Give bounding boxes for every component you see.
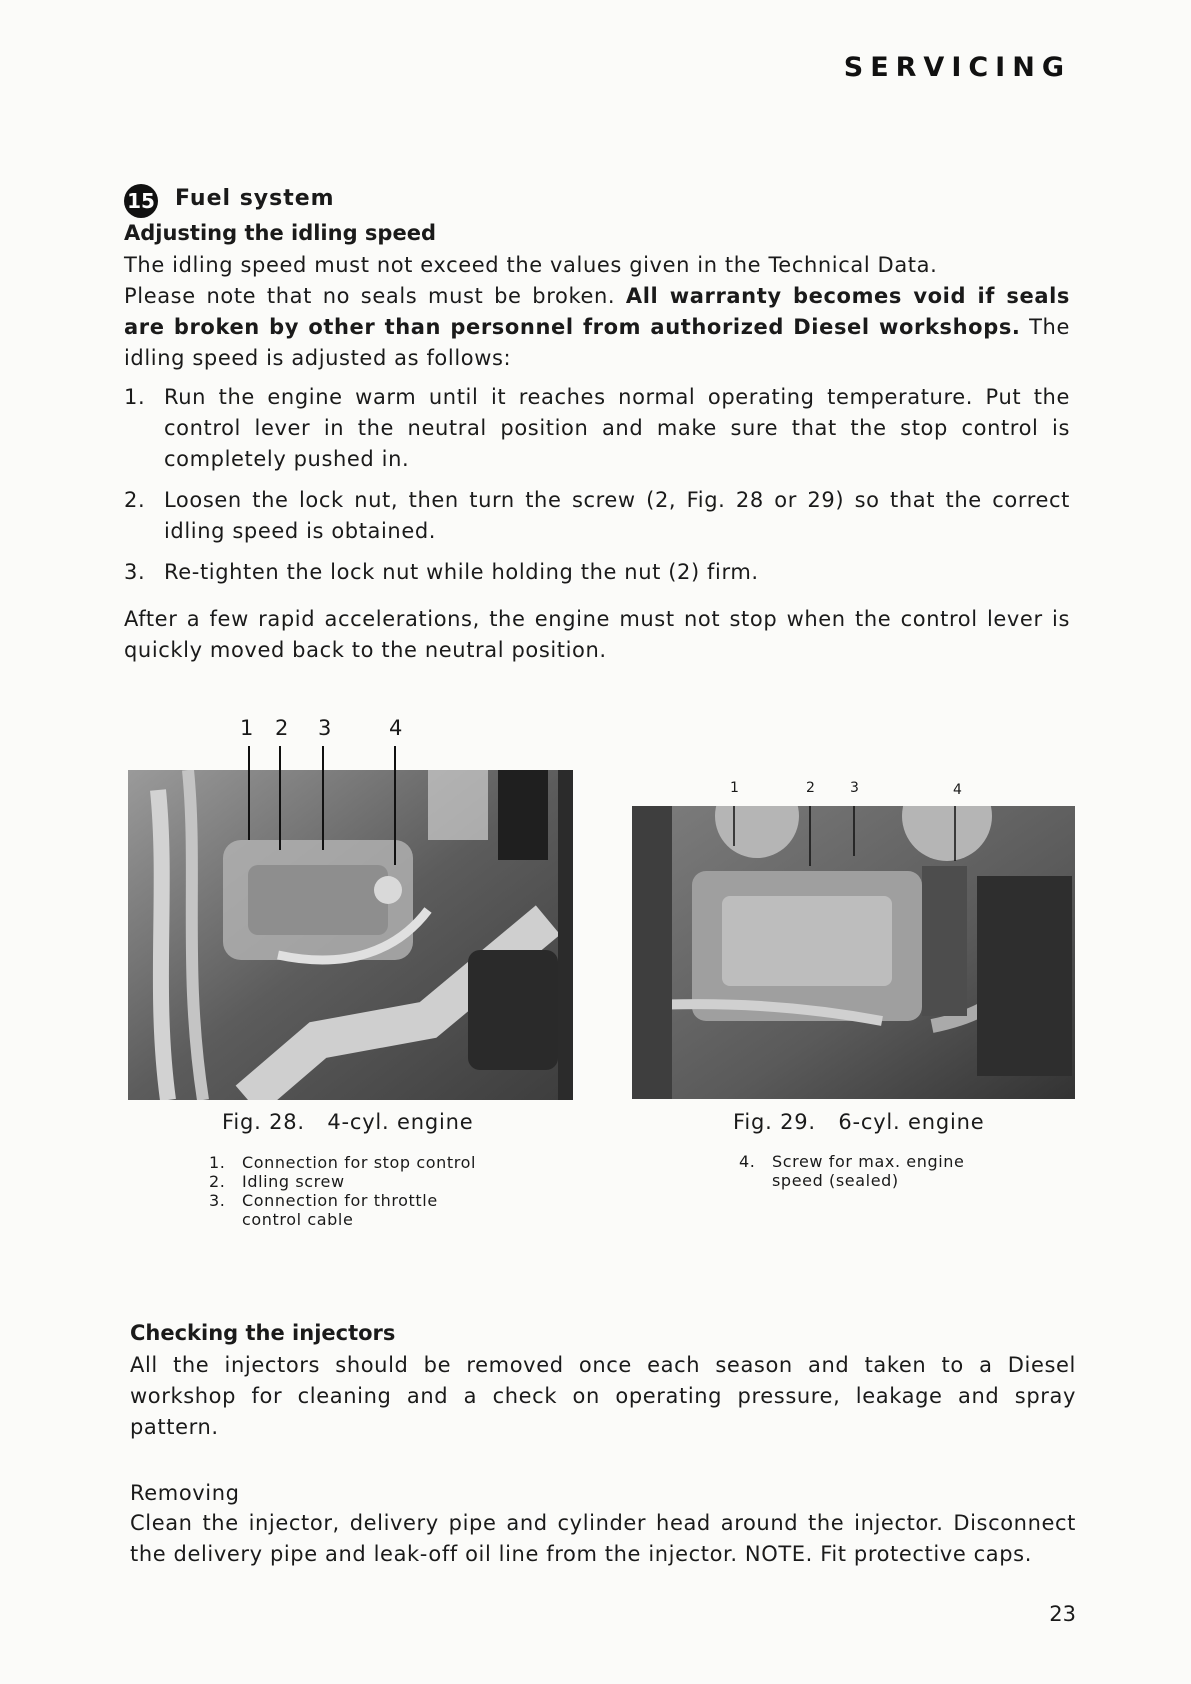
section-title: Fuel system <box>175 186 335 211</box>
fig28-caption <box>222 1110 473 1134</box>
injectors-paragraph-2: Clean the injector, delivery pipe and cylinder head around the injector. Disconnect the delivery pipe and leak-off oil line from the injector. NOTE. Fit protective caps. <box>130 1511 1076 1566</box>
removing-subheading: Removing <box>130 1481 240 1505</box>
fig28-caption-text: 4-cyl. engine <box>327 1110 474 1134</box>
step-number: 1. <box>124 385 146 409</box>
idling-heading: Adjusting the idling speed <box>124 221 436 245</box>
idling-after-paragraph: After a few rapid accelerations, the engine must not stop when the control lever is quickly moved back to the neutral position. <box>124 607 1070 662</box>
fig29-caption-text: 6-cyl. engine <box>838 1110 985 1134</box>
fig29-engine-photo <box>632 806 1075 1099</box>
fig28-engine-photo <box>128 770 573 1100</box>
step-text: Re-tighten the lock nut while holding the nut (2) firm. <box>164 560 759 584</box>
injectors-heading: Checking the injectors <box>130 1321 396 1345</box>
fig29-callout-4: 4 <box>953 782 963 798</box>
legend-number: 3. <box>209 1191 226 1210</box>
step-number: 2. <box>124 488 146 512</box>
idling-steps-list <box>124 382 1070 598</box>
list-item <box>124 485 1070 547</box>
list-item <box>124 557 1070 588</box>
page-number: 23 <box>1049 1602 1076 1626</box>
legend-number: 2. <box>209 1172 226 1191</box>
fig28-callout-lines <box>128 770 573 1100</box>
legend-item <box>209 1153 529 1172</box>
legend-item <box>209 1191 459 1229</box>
idling-paragraph-1: The idling speed must not exceed the values given in the Technical Data. <box>124 253 938 277</box>
list-item <box>124 382 1070 475</box>
running-header: SERVICING <box>843 52 1071 83</box>
legend-text: Idling screw <box>242 1172 345 1191</box>
fig28-callout-3: 3 <box>318 716 332 740</box>
fig28-legend <box>209 1153 529 1229</box>
injectors-paragraph-1: All the injectors should be removed once each season and taken to a Diesel workshop for cleaning and a check on operating pressure, leakage and spray pattern. <box>130 1353 1076 1439</box>
warranty-warning: All warranty becomes void if seals are broken by other than personnel from authorized Diesel workshops. <box>124 284 1070 339</box>
fig29-legend <box>739 1152 1009 1190</box>
legend-item <box>739 1152 979 1190</box>
fig29-callout-1: 1 <box>730 780 740 796</box>
idling-p2-start: Please note that no seals must be broken. <box>124 284 626 308</box>
fig29-callout-3: 3 <box>850 780 860 796</box>
fig28-callout-leaders <box>128 746 573 772</box>
fig29-caption <box>733 1110 984 1134</box>
step-text: Loosen the lock nut, then turn the screw (2, Fig. 28 or 29) so that the correct idling speed is obtained. <box>164 488 1070 543</box>
fig29-callout-2: 2 <box>806 780 816 796</box>
fig28-callout-4: 4 <box>389 716 403 740</box>
idling-p2-end: The idling speed is adjusted as follows: <box>124 315 1070 370</box>
idling-paragraph-2 <box>124 281 1070 374</box>
legend-item <box>209 1172 529 1191</box>
fig28-callout-1: 1 <box>240 716 254 740</box>
legend-text: Connection for throttle control cable <box>242 1191 438 1229</box>
step-text: Run the engine warm until it reaches normal operating temperature. Put the control lever in the neutral position and make sure that the stop control is completely pushed in. <box>164 385 1070 471</box>
legend-number: 4. <box>739 1152 756 1171</box>
fig29-callout-lines <box>632 806 1075 1099</box>
fig29-caption-number: Fig. 29. <box>733 1110 816 1134</box>
legend-text: Connection for stop control <box>242 1153 477 1172</box>
fig28-callout-2: 2 <box>275 716 289 740</box>
section-number-badge: 15 <box>124 184 158 218</box>
step-number: 3. <box>124 560 146 584</box>
legend-number: 1. <box>209 1153 226 1172</box>
fig28-caption-number: Fig. 28. <box>222 1110 305 1134</box>
legend-text: Screw for max. engine speed (sealed) <box>772 1152 965 1190</box>
